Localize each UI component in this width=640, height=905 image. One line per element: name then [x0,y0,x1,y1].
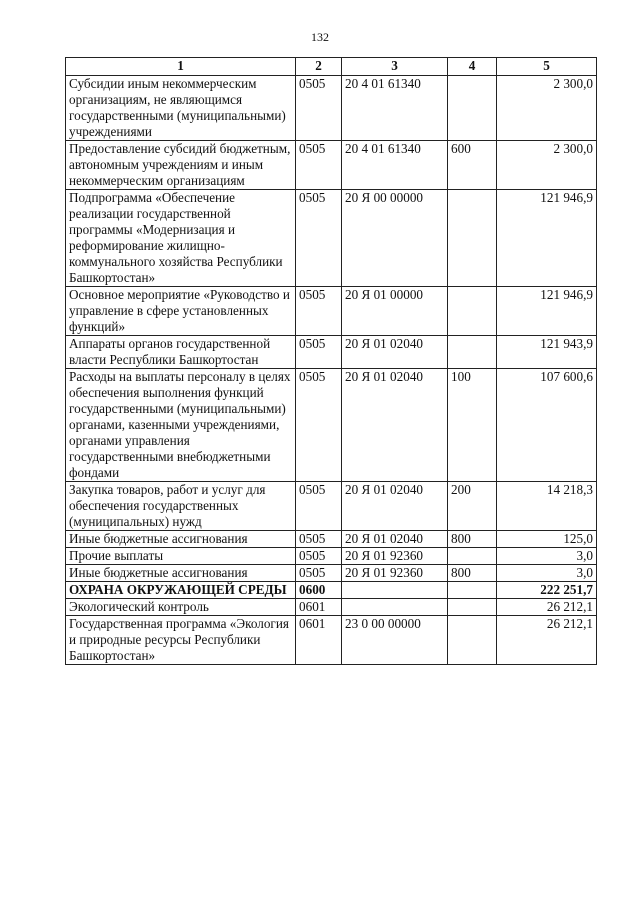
row-code-cell [342,599,448,616]
row-amount-cell: 3,0 [497,565,597,582]
row-name-cell: Аппараты органов государственной власти Республики Башкортостан [66,336,296,369]
row-code-cell: 20 Я 01 02040 [342,531,448,548]
row-type-cell [448,336,497,369]
row-name-cell: Прочие выплаты [66,548,296,565]
column-header-2: 2 [296,58,342,76]
table-row [66,482,597,531]
row-section-cell: 0601 [296,599,342,616]
row-code-cell: 20 Я 01 02040 [342,482,448,531]
row-amount-cell: 3,0 [497,548,597,565]
row-code-cell: 20 Я 01 92360 [342,565,448,582]
table-row [66,531,597,548]
table-row [66,76,597,141]
row-section-cell: 0505 [296,565,342,582]
row-section-cell: 0505 [296,369,342,482]
table-row [66,287,597,336]
row-name-cell: Субсидии иным некоммерческим организациям, не являющимся государственными (муниципальными) учреждениями [66,76,296,141]
row-amount-cell: 2 300,0 [497,141,597,190]
row-type-cell [448,599,497,616]
table-header-row [66,58,597,76]
row-name-cell: Расходы на выплаты персоналу в целях обеспечения выполнения функций государственными (муниципальными) органами, казенными учреждениями, органами управления государственными внебюджетными фондами [66,369,296,482]
column-header-3: 3 [342,58,448,76]
row-type-cell [448,190,497,287]
row-type-cell [448,582,497,599]
row-amount-cell: 26 212,1 [497,599,597,616]
row-code-cell: 23 0 00 00000 [342,616,448,665]
row-amount-cell: 222 251,7 [497,582,597,599]
column-header-1: 1 [66,58,296,76]
table-row [66,548,597,565]
row-code-cell: 20 Я 01 02040 [342,369,448,482]
row-code-cell [342,582,448,599]
row-name-cell: Предоставление субсидий бюджетным, автономным учреждениям и иным некоммерческим организациям [66,141,296,190]
row-code-cell: 20 Я 00 00000 [342,190,448,287]
row-name-cell: Экологический контроль [66,599,296,616]
row-section-cell: 0505 [296,76,342,141]
page-number: 132 [311,30,329,44]
row-name-cell: Иные бюджетные ассигнования [66,531,296,548]
table-row [66,599,597,616]
table-row [66,565,597,582]
row-type-cell [448,616,497,665]
column-header-5: 5 [497,58,597,76]
row-name-cell: Государственная программа «Экология и природные ресурсы Республики Башкортостан» [66,616,296,665]
row-section-cell: 0505 [296,531,342,548]
row-section-cell: 0601 [296,616,342,665]
row-type-cell: 100 [448,369,497,482]
row-section-cell: 0505 [296,548,342,565]
row-name-cell: Основное мероприятие «Руководство и управление в сфере установленных функций» [66,287,296,336]
row-section-cell: 0505 [296,190,342,287]
row-type-cell [448,548,497,565]
table-row [66,141,597,190]
budget-table [65,57,597,665]
table-row [66,582,597,599]
row-code-cell: 20 4 01 61340 [342,76,448,141]
row-section-cell: 0505 [296,141,342,190]
row-type-cell: 600 [448,141,497,190]
row-amount-cell: 121 943,9 [497,336,597,369]
row-section-cell: 0600 [296,582,342,599]
row-name-cell: ОХРАНА ОКРУЖАЮЩЕЙ СРЕДЫ [66,582,296,599]
row-code-cell: 20 Я 01 92360 [342,548,448,565]
row-type-cell: 800 [448,565,497,582]
row-amount-cell: 125,0 [497,531,597,548]
table-row [66,616,597,665]
row-type-cell [448,287,497,336]
row-amount-cell: 14 218,3 [497,482,597,531]
row-section-cell: 0505 [296,482,342,531]
column-header-4: 4 [448,58,497,76]
row-code-cell: 20 Я 01 02040 [342,336,448,369]
row-type-cell [448,76,497,141]
table-body [66,76,597,665]
table-row [66,369,597,482]
row-name-cell: Иные бюджетные ассигнования [66,565,296,582]
table-row [66,190,597,287]
row-name-cell: Закупка товаров, работ и услуг для обеспечения государственных (муниципальных) нужд [66,482,296,531]
row-section-cell: 0505 [296,287,342,336]
table-row [66,336,597,369]
row-name-cell: Подпрограмма «Обеспечение реализации государственной программы «Модернизация и реформирование жилищно-коммунального хозяйства Республики Башкортостан» [66,190,296,287]
row-type-cell: 800 [448,531,497,548]
row-amount-cell: 107 600,6 [497,369,597,482]
row-type-cell: 200 [448,482,497,531]
row-section-cell: 0505 [296,336,342,369]
row-amount-cell: 121 946,9 [497,190,597,287]
row-amount-cell: 2 300,0 [497,76,597,141]
row-amount-cell: 26 212,1 [497,616,597,665]
row-code-cell: 20 4 01 61340 [342,141,448,190]
row-amount-cell: 121 946,9 [497,287,597,336]
row-code-cell: 20 Я 01 00000 [342,287,448,336]
